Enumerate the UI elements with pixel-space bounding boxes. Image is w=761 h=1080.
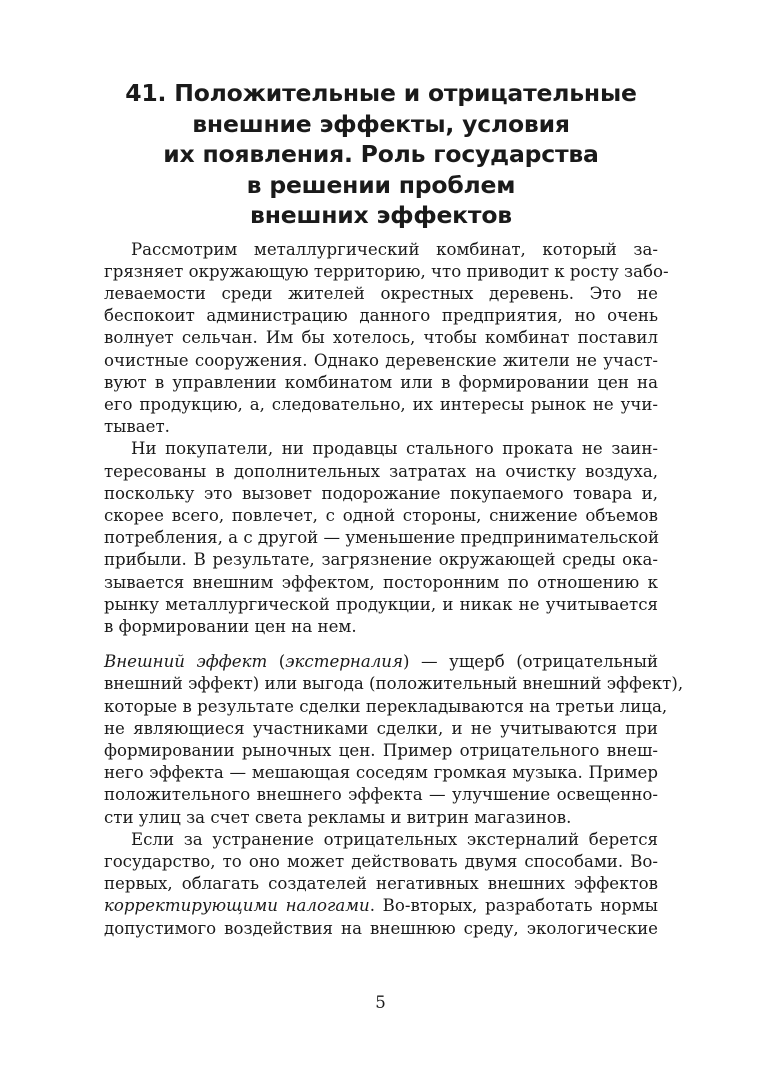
section-heading — [104, 78, 658, 231]
text-line: первых, облагать создателей негативных внешних эффектов — [104, 874, 658, 894]
definition-first-line — [104, 651, 658, 673]
paragraph-2 — [104, 438, 658, 638]
text-line: прибыли. В результате, загрязнение окружающей среды ока- — [104, 550, 658, 570]
text-line: волнует сельчан. Им бы хотелось, чтобы комбинат поставил — [104, 328, 658, 348]
text-line: потребления, а с другой — уменьшение предпринимательской — [104, 528, 660, 548]
paragraph-3 — [104, 829, 658, 940]
text-line: Если за устранение отрицательных экстерналий берется — [131, 829, 658, 849]
paren-open: ( — [267, 652, 286, 672]
definition-first-line-rest: ) — ущерб (отрицательный — [402, 652, 658, 672]
text-line: вуют в управлении комбинатом или в формировании цен на — [104, 372, 658, 392]
text-line: формировании рыночных цен. Пример отрицательного внеш- — [104, 740, 658, 760]
italic-term: корректирующими налогами — [104, 896, 370, 916]
text-line: сти улиц за счет света рекламы и витрин магазинов. — [104, 807, 572, 827]
text-line: в формировании цен на нем. — [104, 616, 357, 636]
heading-line: 41. Положительные и отрицательные — [125, 79, 637, 107]
text-line: зывается внешним эффектом, посторонним по отношению к — [104, 572, 658, 592]
text-line: скорее всего, повлечет, с одной стороны, снижение объемов — [104, 505, 658, 525]
text-line: тывает. — [104, 417, 170, 437]
text-line: очистные сооружения. Однако деревенские жители не участ- — [104, 350, 658, 370]
text-line: рынку металлургической продукции, и никак не учитывается — [104, 594, 658, 614]
text-line: леваемости среди жителей окрестных деревень. Это не — [104, 283, 658, 303]
heading-line: их появления. Роль государства — [163, 140, 599, 168]
paragraph-1 — [104, 239, 669, 439]
text-line: него эффекта — мешающая соседям громкая музыка. Пример — [104, 763, 658, 783]
heading-line: в решении проблем — [246, 170, 516, 199]
text-line: государство, то оно может действовать двумя способами. Во- — [104, 851, 658, 871]
text-line: беспокоит администрацию данного предприятия, но очень — [104, 306, 658, 326]
text-line-with-italic — [104, 895, 658, 917]
text-line: допустимого воздействия на внешнюю среду, экологические — [104, 918, 658, 938]
term-synonym: экстерналия — [285, 652, 403, 672]
text-line: не являющиеся участниками сделки, и не учитываются при — [104, 718, 658, 738]
text-line: которые в результате сделки перекладываются на третьи лица, — [104, 696, 668, 716]
page-number: 5 — [375, 993, 386, 1012]
text-line: положительного внешнего эффекта — улучшение освещенно- — [104, 785, 658, 805]
heading-line: внешние эффекты, условия — [192, 109, 570, 138]
text-line: его продукцию, а, следовательно, их интересы рынок не учи- — [104, 394, 658, 414]
heading-line: внешних эффектов — [250, 201, 512, 229]
defined-term: Внешний эффект — [104, 652, 268, 672]
text-after-italic: . Во-вторых, разработать нормы — [369, 896, 658, 916]
text-line: поскольку это вызовет подорожание покупаемого товара и, — [104, 483, 658, 503]
text-line: грязняет окружающую территорию, что приводит к росту забо- — [104, 261, 669, 281]
text-line: Рассмотрим металлургический комбинат, который за- — [131, 239, 658, 259]
text-line: внешний эффект) или выгода (положительный внешний эффект), — [104, 674, 684, 694]
page-body — [104, 78, 684, 940]
text-line: Ни покупатели, ни продавцы стального проката не заин- — [131, 439, 658, 459]
text-line: тересованы в дополнительных затратах на очистку воздуха, — [104, 461, 658, 481]
definition-paragraph — [104, 651, 684, 829]
